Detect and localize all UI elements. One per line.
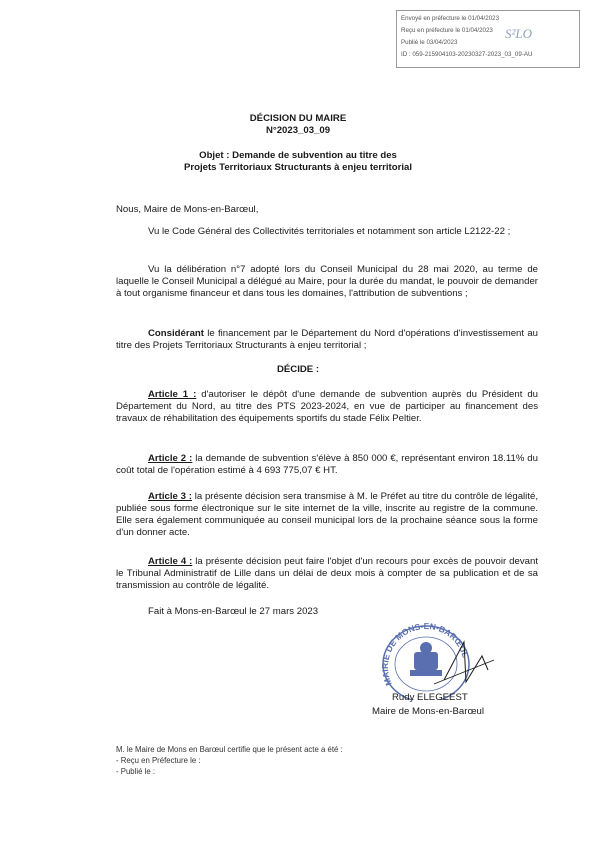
municipal-seal <box>374 622 500 700</box>
article-4-label: Article 4 : <box>148 556 193 567</box>
article-1 <box>116 389 538 425</box>
certification-block <box>116 744 343 777</box>
article-3-text: la présente décision sera transmise à M. le Préfet au titre du contrôle de légalité, publiée sous forme électronique sur le site internet de la ville, inscrite au registre de la commune. Elle sera également communiquée au conseil municipal lors de la prochaine séance sous la forme d'un donner acte. <box>116 491 538 538</box>
seal-text: MAIRIE DE MONS-EN-BARŒUL <box>379 622 471 688</box>
article-2-label: Article 2 : <box>148 453 193 464</box>
article-3 <box>116 491 538 539</box>
transmission-stamp <box>396 10 580 68</box>
vu-deliberation: Vu la délibération n°7 adopté lors du Conseil Municipal du 28 mai 2020, au terme de laquelle le Conseil Municipal a délégué au Maire, pour la durée du mandat, le pouvoir de demander à tout organisme financeur et dans tous les domaines, l'attribution de subventions ; <box>116 264 538 299</box>
document-title: DÉCISION DU MAIRE <box>249 113 347 124</box>
vu-cgct: Vu le Code Général des Collectivités territoriales et notamment son article L2122-22 ; <box>148 226 511 237</box>
article-3-label: Article 3 : <box>148 491 192 502</box>
stamp-received-date: Reçu en préfecture le 01/04/2023 <box>401 27 493 34</box>
signatory-name: Rudy ELEGEEST <box>392 692 468 703</box>
considerant-label: Considérant <box>148 328 204 339</box>
considerant-paragraph <box>116 328 538 352</box>
article-1-text: d'autoriser le dépôt d'une demande de subvention auprès du Président du Département du Nord, au titre des PTS 2023-2024, en vue de participer au financement des travaux de réhabilitation des équipements sportifs du stade Félix Peltier. <box>116 389 538 424</box>
intro: Nous, Maire de Mons-en-Barœul, <box>116 204 259 215</box>
article-4 <box>116 556 538 592</box>
received-prefecture-line: - Reçu en Préfecture le : <box>116 756 201 765</box>
object-line-1: Objet : Demande de subvention au titre des <box>199 150 397 161</box>
certification-line: M. le Maire de Mons en Barœul certifie que le présent acte a été : <box>116 745 343 754</box>
fait-a: Fait à Mons-en-Barœul le 27 mars 2023 <box>148 606 319 617</box>
stamp-id: ID : 059-215904103-20230327-2023_03_09-AU <box>401 51 533 58</box>
stamp-sent-date: Envoyé en préfecture le 01/04/2023 <box>401 15 500 22</box>
decide-heading: DÉCIDE : <box>276 364 320 375</box>
object-line-2: Projets Territoriaux Structurants à enjeu territorial <box>183 162 412 173</box>
considerant-text: le financement par le Département du Nord d'opérations d'investissement au titre des Projets Territoriaux Structurants à enjeu territorial ; <box>116 328 538 351</box>
article-2-text: la demande de subvention s'élève à 850 000 €, représentant environ 18.11% du coût total de l'opération estimé à 4 693 775,07 € HT. <box>116 453 538 476</box>
published-line: - Publié le : <box>116 767 156 776</box>
decision-number: N°2023_03_09 <box>265 125 331 136</box>
article-2 <box>116 453 538 477</box>
stamp-published-date: Publié le 03/04/2023 <box>401 39 458 46</box>
article-1-label: Article 1 : <box>148 389 197 400</box>
stamp-logo: S²LO <box>505 26 533 41</box>
signatory-role: Maire de Mons-en-Barœul <box>372 706 484 717</box>
article-4-text: la présente décision peut faire l'objet d'un recours pour excès de pouvoir devant le Tribunal Administratif de Lille dans un délai de deux mois à compter de sa publication et de sa transmission au contrôle de légalité. <box>116 556 538 591</box>
